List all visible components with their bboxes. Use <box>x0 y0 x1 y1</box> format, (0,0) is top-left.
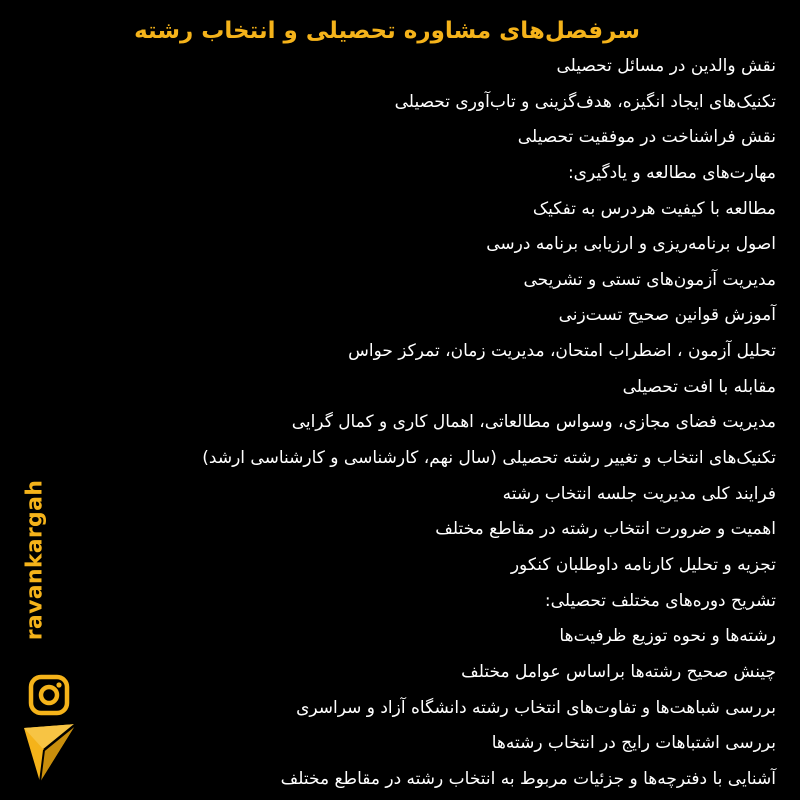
list-item: تکنیک‌های ایجاد انگیزه، هدف‌گزینی و تاب‌آوری تحصیلی <box>394 91 776 112</box>
page-title: سرفصل‌های مشاوره تحصیلی و انتخاب رشته <box>134 18 640 44</box>
list-item: مدیریت فضای مجازی، وسواس مطالعاتی، اهمال کاری و کمال گرایی <box>291 412 776 433</box>
list-item: نقش والدین در مسائل تحصیلی <box>556 56 776 76</box>
list-item: تجزیه و تحلیل کارنامه داوطلبان کنکور <box>510 554 776 575</box>
list-item: آموزش قوانین صحیح تست‌زنی <box>558 305 776 326</box>
topics-list <box>76 49 776 797</box>
brand-handle[interactable]: ravankargah <box>22 479 48 641</box>
list-item: اهمیت و ضرورت انتخاب رشته در مقاطع مختلف <box>435 519 776 540</box>
instagram-icon[interactable] <box>26 672 72 718</box>
list-item: رشته‌ها و نحوه توزیع ظرفیت‌ها <box>559 626 776 647</box>
list-item: مهارت‌های مطالعه و یادگیری: <box>567 162 776 183</box>
list-item: مقابله با افت تحصیلی <box>622 376 776 397</box>
list-item: بررسی اشتباهات رایج در انتخاب رشته‌ها <box>491 733 776 754</box>
list-item: تحلیل آزمون ، اضطراب امتحان، مدیریت زمان، تمرکز حواس <box>348 341 776 362</box>
list-item: مدیریت آزمون‌های تستی و تشریحی <box>523 269 776 290</box>
list-item: تکنیک‌های انتخاب و تغییر رشته تحصیلی (سال نهم، کارشناسی و کارشناسی ارشد) <box>202 448 776 469</box>
paper-plane-logo-icon <box>22 720 78 784</box>
list-item: مطالعه با کیفیت هردرس به تفکیک <box>532 198 776 219</box>
list-item: بررسی شباهت‌ها و تفاوت‌های انتخاب رشته دانشگاه آزاد و سراسری <box>296 697 776 718</box>
list-item: تشریح دوره‌های مختلف تحصیلی: <box>544 590 776 611</box>
list-item: اصول برنامه‌ریزی و ارزیابی برنامه درسی <box>486 234 776 255</box>
list-item: نقش فراشناخت در موفقیت تحصیلی <box>517 127 776 148</box>
list-item: چینش صحیح رشته‌ها براساس عوامل مختلف <box>461 661 776 682</box>
list-item: آشنایی با دفترچه‌ها و جزئیات مربوط به انتخاب رشته در مقاطع مختلف <box>280 768 776 789</box>
list-item: فرایند کلی مدیریت جلسه انتخاب رشته <box>502 483 776 504</box>
